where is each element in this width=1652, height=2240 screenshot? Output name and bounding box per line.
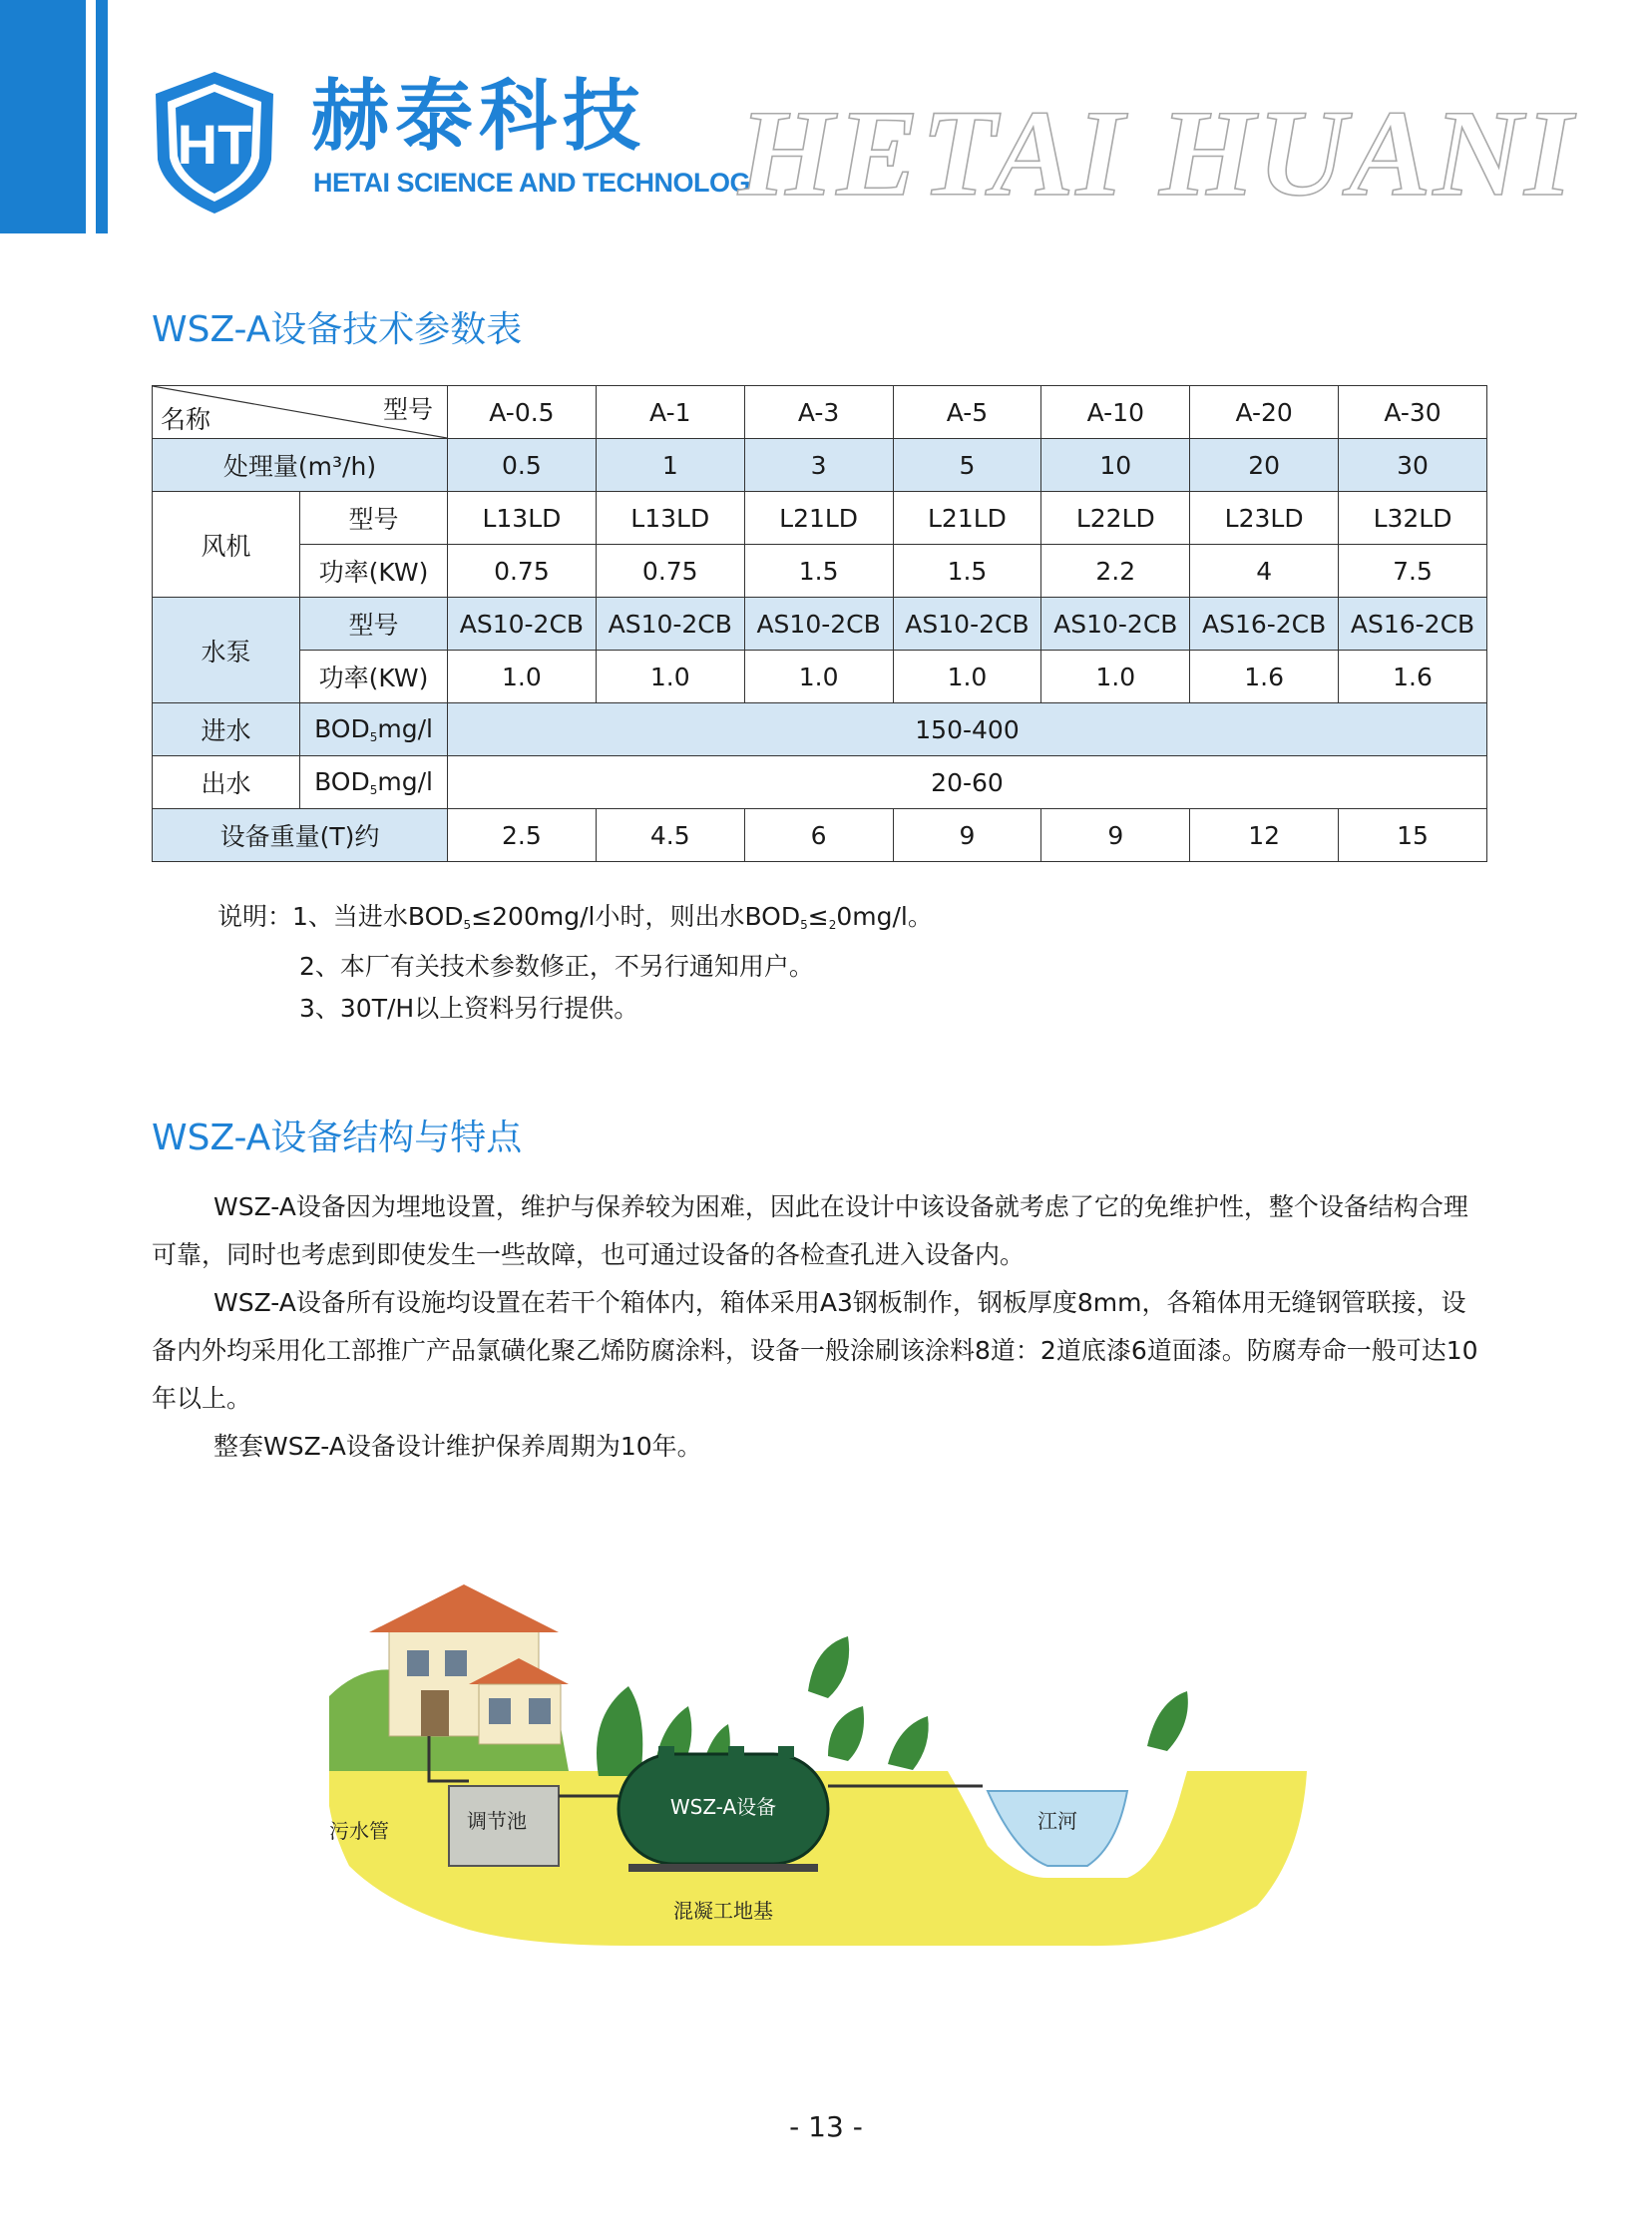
weight-cell: 9 [893,809,1041,862]
fan-label: 风机 [153,492,300,598]
paragraph: WSZ-A设备因为埋地设置，维护与保养较为困难，因此在设计中该设备就考虑了它的免维护性，整个设备结构合理可靠，同时也考虑到即使发生一些故障，也可通过设备的各检查孔进入设备内。 [152,1192,1468,1269]
fan-model-cell: L21LD [744,492,893,545]
model-cell: A-1 [596,386,744,439]
label-sewer-pipe: 污水管 [329,1819,389,1843]
capacity-cell: 0.5 [448,439,597,492]
section-title-features: WSZ-A设备结构与特点 [152,1118,523,1158]
table-row-weight [153,809,1487,862]
model-cell: A-5 [893,386,1041,439]
brand-name-cn: 赫泰科技 [311,72,647,162]
pump-power-cell: 1.0 [596,651,744,703]
fan-power-cell: 0.75 [448,545,597,598]
paragraph: WSZ-A设备所有设施均设置在若干个箱体内，箱体采用A3钢板制作，钢板厚度8mm，各箱体用无缝钢管联接，设备内外均采用化工部推广产品氯磺化聚乙烯防腐涂料，设备一般涂刷该涂料8道：2道底漆6道面漆。防腐寿命一般可达10年以上。 [152,1288,1478,1413]
fan-power-cell: 2.2 [1041,545,1190,598]
capacity-cell: 20 [1190,439,1339,492]
pump-label: 水泵 [153,598,300,703]
weight-cell: 9 [1041,809,1190,862]
page-number: - 13 - [789,2110,863,2143]
weight-label: 设备重量(T)约 [153,809,448,862]
pump-model-cell: AS10-2CB [893,598,1041,651]
outlet-param: $BOD_5mg/l$ [300,756,448,809]
fan-model-cell: L32LD [1339,492,1487,545]
label-equipment: WSZ-A设备 [669,1795,777,1819]
model-cell: A-3 [744,386,893,439]
spec-table [152,385,1487,862]
corner-label-model: 型号 [382,395,433,424]
model-cell: A-30 [1339,386,1487,439]
weight-cell: 12 [1190,809,1339,862]
table-row-models [153,386,1487,439]
capacity-label: 处理量(m³/h) [153,439,448,492]
label-foundation: 混凝工地基 [673,1899,773,1923]
logo-letters: HT [177,113,252,176]
table-row-outlet [153,756,1487,809]
table-row-fan-power [153,545,1487,598]
model-cell: A-0.5 [448,386,597,439]
capacity-cell: 10 [1041,439,1190,492]
fan-model-cell: L23LD [1190,492,1339,545]
capacity-cell: 30 [1339,439,1487,492]
weight-cell: 4.5 [596,809,744,862]
pump-power-cell: 1.0 [893,651,1041,703]
pump-power-cell: 1.0 [1041,651,1190,703]
table-row-capacity [153,439,1487,492]
weight-cell: 6 [744,809,893,862]
pump-model-cell: AS10-2CB [448,598,597,651]
label-tank: 调节池 [467,1809,527,1833]
table-row-pump-power [153,651,1487,703]
fan-power-cell: 4 [1190,545,1339,598]
pump-power-cell: 1.0 [744,651,893,703]
note-3: 3、30T/H以上资料另行提供。 [299,994,639,1023]
weight-cell: 15 [1339,809,1487,862]
fan-power-cell: 0.75 [596,545,744,598]
table-row-pump-model [153,598,1487,651]
fan-model-cell: L21LD [893,492,1041,545]
outlet-label: 出水 [153,756,300,809]
fan-model-cell: L13LD [448,492,597,545]
inlet-param: $BOD_5mg/l$ [300,703,448,756]
pump-power-cell: 1.0 [448,651,597,703]
fan-power-cell: 1.5 [893,545,1041,598]
note-2: 2、本厂有关技术参数修正，不另行通知用户。 [299,952,814,981]
fan-power-cell: 7.5 [1339,545,1487,598]
pump-model-cell: AS10-2CB [596,598,744,651]
pump-power-label: 功率(KW) [300,651,448,703]
pump-model-cell: AS16-2CB [1190,598,1339,651]
pump-power-cell: 1.6 [1190,651,1339,703]
brand-name-en: HETAI SCIENCE AND TECHNOLOGY [313,168,768,198]
table-row-fan-model [153,492,1487,545]
section-title-params: WSZ-A设备技术参数表 [152,309,523,350]
pump-model-cell: AS10-2CB [744,598,893,651]
features-text [152,1183,1488,1471]
paragraph: 整套WSZ-A设备设计维护保养周期为10年。 [213,1432,702,1461]
capacity-cell: 5 [893,439,1041,492]
pump-model-cell: AS16-2CB [1339,598,1487,651]
inlet-value: 150-400 [448,703,1487,756]
header-accent-bar [0,0,86,233]
fan-model-label: 型号 [300,492,448,545]
pump-model-cell: AS10-2CB [1041,598,1190,651]
outlet-value: 20-60 [448,756,1487,809]
label-river: 江河 [1037,1809,1077,1833]
fan-model-cell: L13LD [596,492,744,545]
weight-cell: 2.5 [448,809,597,862]
inlet-label: 进水 [153,703,300,756]
table-row-inlet [153,703,1487,756]
capacity-cell: 3 [744,439,893,492]
installation-diagram [329,1567,1307,1956]
pump-model-label: 型号 [300,598,448,651]
note-1: 说明：1、当进水$BOD_5\le 200mg/l$小时，则出水$BOD_5\le_20mg/l$。 [217,902,933,932]
pump-power-cell: 1.6 [1339,651,1487,703]
table-notes [217,896,933,1030]
model-cell: A-20 [1190,386,1339,439]
fan-model-cell: L22LD [1041,492,1190,545]
header-corner-cell [153,386,448,439]
house-icon [369,1584,569,1744]
shield-logo-icon [150,68,279,218]
fan-power-cell: 1.5 [744,545,893,598]
fan-power-label: 功率(KW) [300,545,448,598]
capacity-cell: 1 [596,439,744,492]
model-cell: A-10 [1041,386,1190,439]
brand-watermark: HETAI HUANI [738,85,1575,222]
corner-label-name: 名称 [161,405,211,434]
header-accent-stripe [96,0,108,233]
